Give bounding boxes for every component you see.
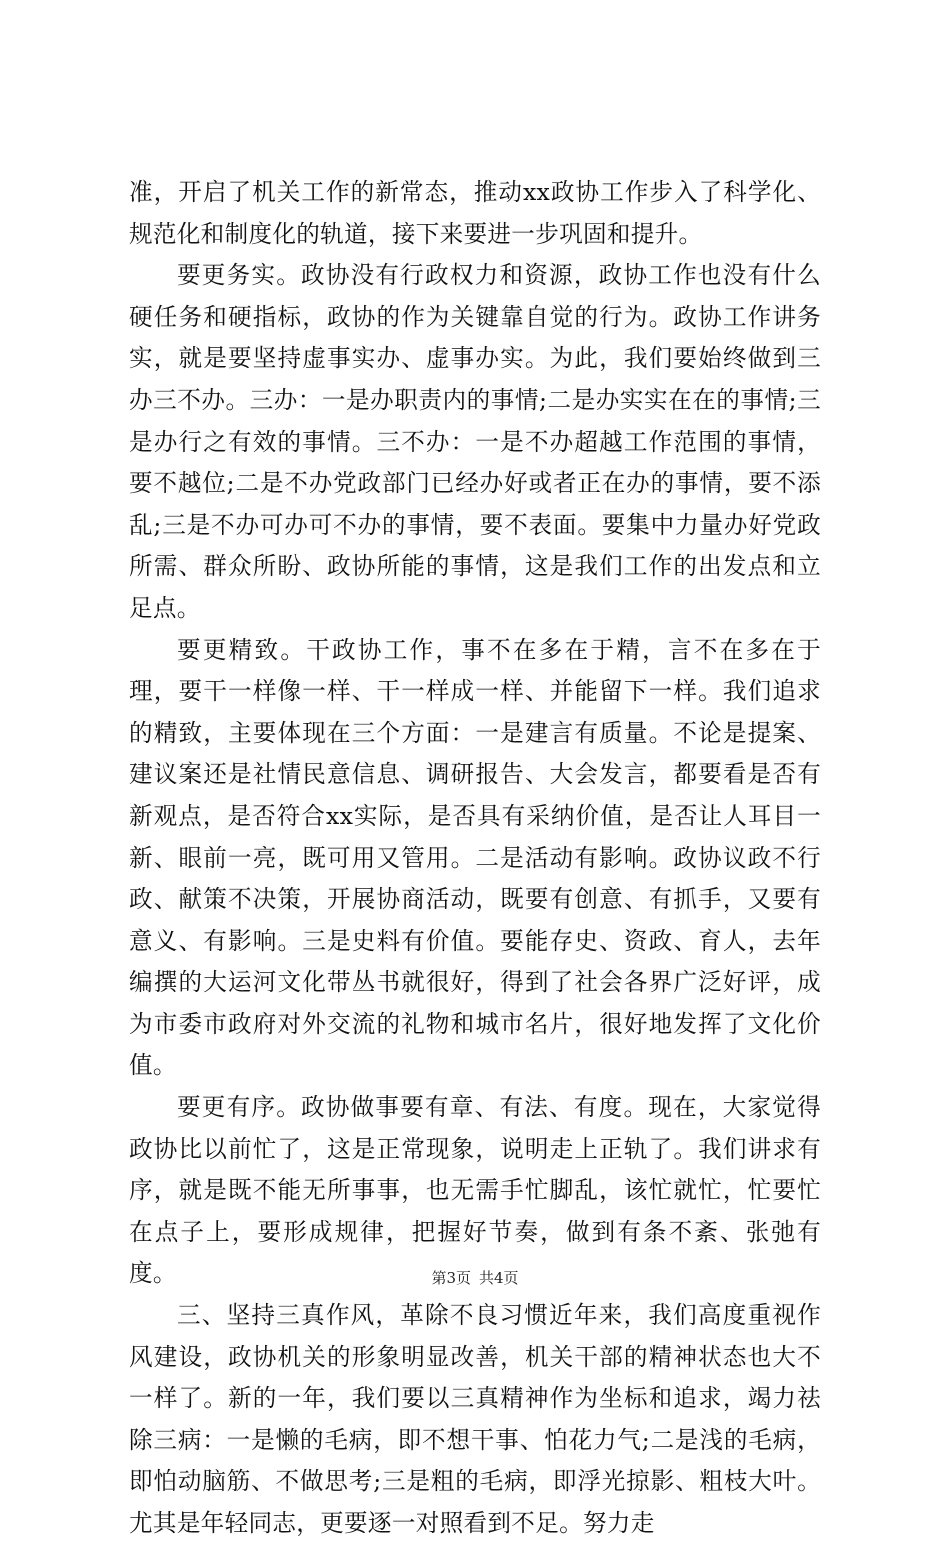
page-total: 共4页 [479, 1269, 519, 1287]
paragraph: 要更务实。政协没有行政权力和资源，政协工作也没有什么硬任务和硬指标，政协的作为关键靠自觉的行为。政协工作讲务实，就是要坚持虚事实办、虚事办实。为此，我们要始终做到三办三不办。三办：一是办职责内的事情;二是办实实在在的事情;三是办行之有效的事情。三不办：一是不办超越工作范围的事情，要不越位;二是不办党政部门已经办好或者正在办的事情，要不添乱;三是不办可办可不办的事情，要不表面。要集中力量办好党政所需、群众所盼、政协所能的事情，这是我们工作的出发点和立足点。 [129, 261, 821, 622]
page-footer [0, 1268, 950, 1288]
paragraph: 准，开启了机关工作的新常态，推动xx政协工作步入了科学化、规范化和制度化的轨道，接下来要进一步巩固和提升。 [129, 178, 821, 248]
document-body [129, 172, 821, 1545]
paragraph: 要更有序。政协做事要有章、有法、有度。现在，大家觉得政协比以前忙了，这是正常现象，说明走上正轨了。我们讲求有序，就是既不能无所事事，也无需手忙脚乱，该忙就忙，忙要忙在点子上，要形成规律，把握好节奏，做到有条不紊、张弛有度。 [129, 1093, 821, 1288]
page-number: 第3页 [431, 1269, 471, 1287]
paragraph: 三、坚持三真作风，革除不良习惯近年来，我们高度重视作风建设，政协机关的形象明显改善，机关干部的精神状态也大不一样了。新的一年，我们要以三真精神作为坐标和追求，竭力祛除三病：一是懒的毛病，即不想干事、怕花力气;二是浅的毛病，即怕动脑筋、不做思考;三是粗的毛病，即浮光掠影、粗枝大叶。尤其是年轻同志，更要逐一对照看到不足。努力走 [129, 1301, 821, 1537]
paragraph: 要更精致。干政协工作，事不在多在于精，言不在多在于理，要干一样像一样、干一样成一样、并能留下一样。我们追求的精致，主要体现在三个方面：一是建言有质量。不论是提案、建议案还是社情民意信息、调研报告、大会发言，都要看是否有新观点，是否符合xx实际，是否具有采纳价值，是否让人耳目一新、眼前一亮，既可用又管用。二是活动有影响。政协议政不行政、献策不决策，开展协商活动，既要有创意、有抓手，又要有意义、有影响。三是史料有价值。要能存史、资政、育人，去年编撰的大运河文化带丛书就很好，得到了社会各界广泛好评，成为市委市政府对外交流的礼物和城市名片，很好地发挥了文化价值。 [129, 635, 821, 1080]
